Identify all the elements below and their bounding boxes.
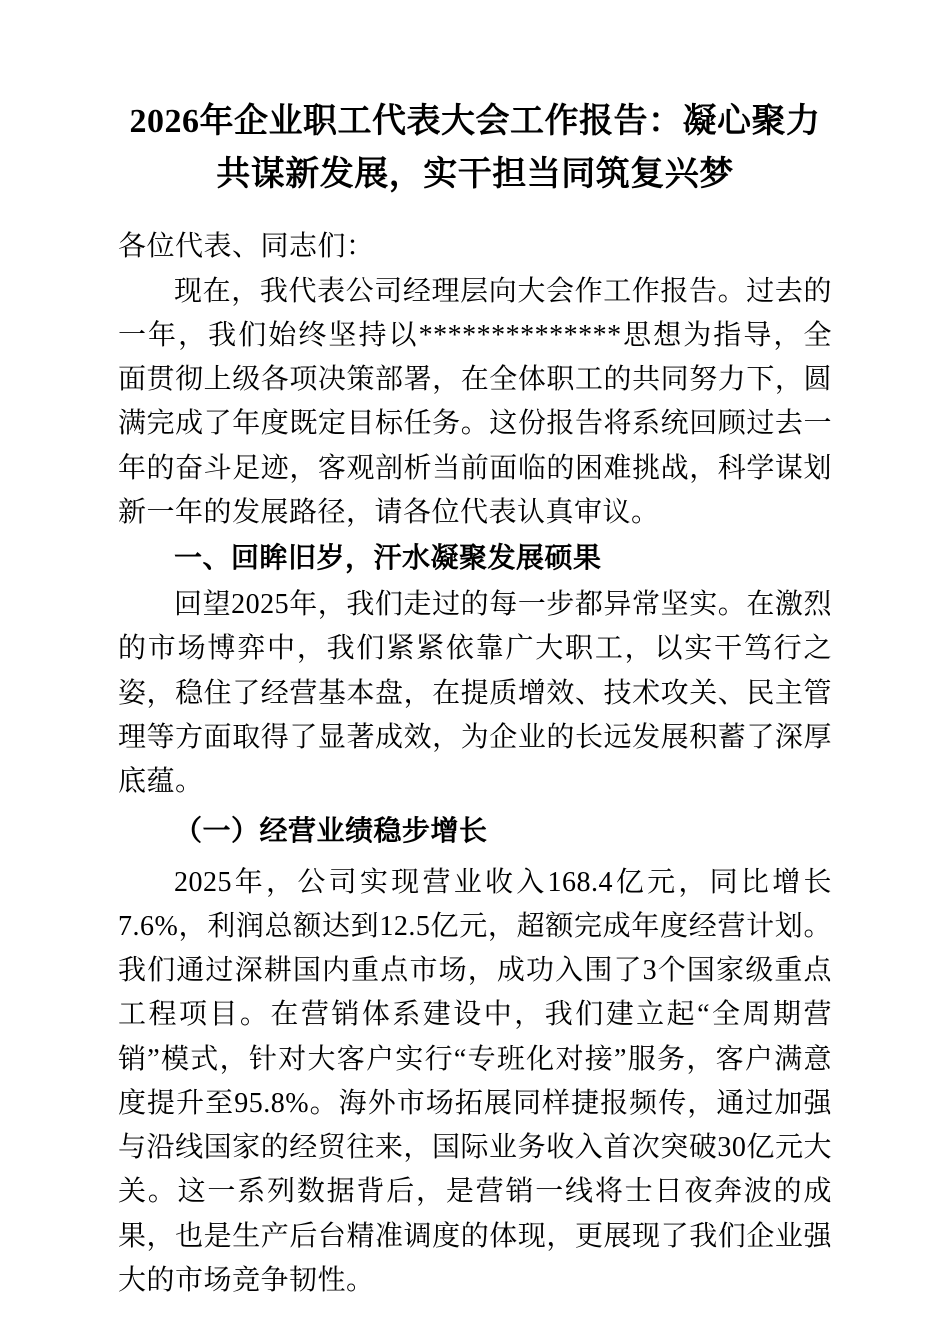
paragraph-section-1-intro: 回望2025年，我们走过的每一步都异常坚实。在激烈的市场博弈中，我们紧紧依靠广大职工，以实干笃行之姿，稳住了经营基本盘，在提质增效、技术攻关、民主管理等方面取得了显著成效，为企业的长远发展积蓄了深厚底蕴。: [118, 589, 832, 798]
document-title: 2026年企业职工代表大会工作报告：凝心聚力共谋新发展，实干担当同筑复兴梦: [129, 103, 821, 193]
paragraph-intro: 现在，我代表公司经理层向大会作工作报告。过去的一年，我们始终坚持以**************思想为指导，全面贯彻上级各项决策部署，在全体职工的共同努力下，圆满完成了年度既定目标任务。这份报告将系统回顾过去一年的奋斗足迹，客观剖析当前面临的困难挑战，科学谋划新一年的发展路径，请各位代表认真审议。: [118, 275, 832, 528]
salutation: 各位代表、同志们：: [118, 231, 375, 263]
section-heading-1: 一、回眸旧岁，汗水凝聚发展硕果: [174, 543, 602, 575]
paragraph-subsection-1-1: 2025年，公司实现营业收入168.4亿元，同比增长7.6%，利润总额达到12.5亿元，超额完成年度经营计划。我们通过深耕国内重点市场，成功入围了3个国家级重点工程项目。在营销体系建设中，我们建立起“全周期营销”模式，针对大客户实行“专班化对接”服务，客户满意度提升至95.8%。海外市场拓展同样捷报频传，通过加强与沿线国家的经贸往来，国际业务收入首次突破30亿元大关。这一系列数据背后，是营销一线将士日夜奔波的成果，也是生产后台精准调度的体现，更展现了我们企业强大的市场竞争韧性。: [118, 866, 832, 1296]
subsection-heading-1-1: （一）经营业绩稳步增长: [174, 816, 488, 848]
